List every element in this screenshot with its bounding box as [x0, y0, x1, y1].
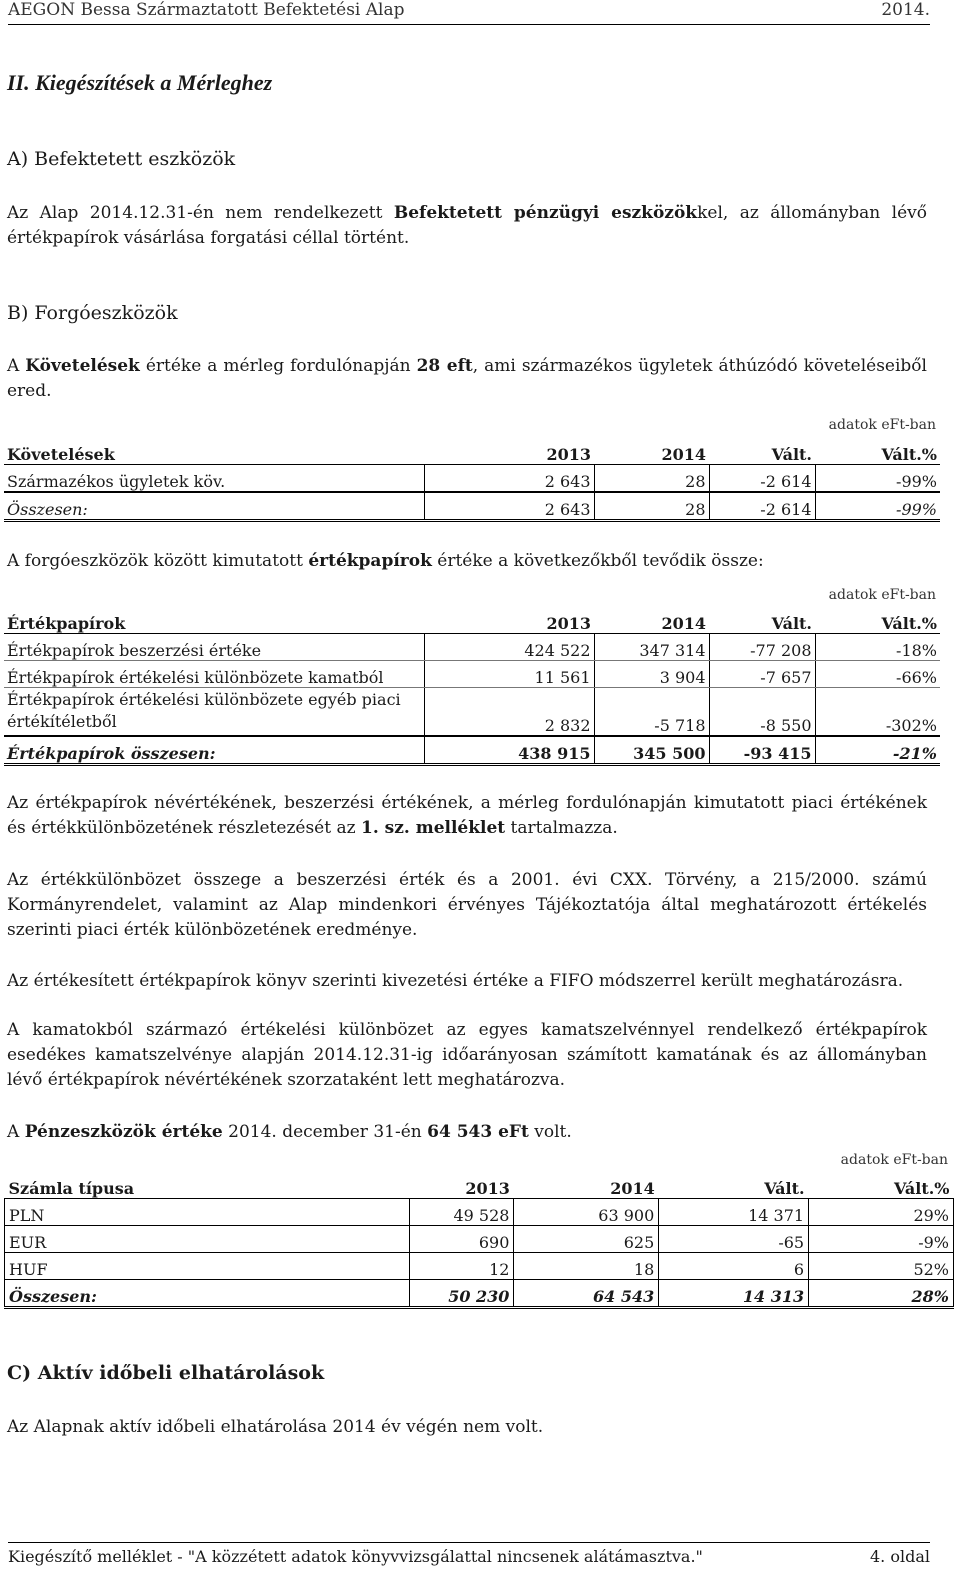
column-header: 2014 — [594, 607, 709, 634]
table-cell: 3 904 — [594, 661, 709, 688]
unit-label-securities: adatok eFt-ban — [828, 587, 936, 603]
heading-c: C) Aktív időbeli elhatárolások — [7, 1362, 325, 1384]
column-header: Értékpapírok — [4, 607, 424, 634]
paragraph-a: Az Alap 2014.12.31-én nem rendelkezett Befektetett pénzügyi eszközökkel, az állományban lévő értékpapírok vásárlása forgatási céllal történt. — [7, 203, 927, 248]
table-cell: 2 643 — [424, 492, 594, 521]
table-cell: HUF — [5, 1253, 410, 1280]
table-cell: 50 230 — [409, 1280, 514, 1308]
column-header: Vált. — [659, 1172, 809, 1199]
table-cell: 29% — [809, 1199, 954, 1226]
table-cell: -93 415 — [709, 736, 815, 765]
heading-b: B) Forgóeszközök — [7, 302, 178, 324]
table-cell: 438 915 — [424, 736, 594, 765]
unit-label-cash: adatok eFt-ban — [840, 1152, 948, 1168]
table-row — [4, 688, 940, 736]
securities-intro: A forgóeszközök között kimutatott értékpapírok értéke a következőkből tevődik össze: — [7, 551, 764, 571]
table-cell: 625 — [514, 1226, 659, 1253]
table-total-row — [5, 1280, 954, 1308]
table-cell: -5 718 — [594, 688, 709, 736]
table-row — [5, 1199, 954, 1226]
table-cell: 424 522 — [424, 634, 594, 661]
table-cell: Származékos ügyletek köv. — [4, 465, 424, 493]
column-header: 2013 — [424, 438, 594, 465]
table-cell: 63 900 — [514, 1199, 659, 1226]
table-row — [5, 1253, 954, 1280]
paragraph-c: Az Alapnak aktív időbeli elhatárolása 2014 év végén nem volt. — [7, 1417, 544, 1437]
table-row — [4, 634, 940, 661]
table-cell: 11 561 — [424, 661, 594, 688]
table-header-row — [5, 1172, 954, 1199]
table-cell: -18% — [815, 634, 940, 661]
table-cell: Összesen: — [4, 492, 424, 521]
table-cell: 12 — [409, 1253, 514, 1280]
table-row — [4, 465, 940, 493]
column-header: Vált.% — [815, 438, 940, 465]
header-year: 2014. — [881, 0, 930, 20]
table-cell: 49 528 — [409, 1199, 514, 1226]
table-cell: 14 371 — [659, 1199, 809, 1226]
page-header — [8, 0, 930, 25]
table-cell: 52% — [809, 1253, 954, 1280]
receivables-table — [4, 438, 940, 522]
footer-note: Kiegészítő melléklet - "A közzétett adatok könyvvizsgálattal nincsenek alátámasztva." — [8, 1547, 703, 1566]
table-cell: 64 543 — [514, 1280, 659, 1308]
table-total-row — [4, 736, 940, 765]
page-footer — [8, 1542, 930, 1566]
table-cell: Összesen: — [5, 1280, 410, 1308]
table-cell: -65 — [659, 1226, 809, 1253]
paragraph-difference: Az értékkülönbözet összege a beszerzési érték és a 2001. évi CXX. Törvény, a 215/2000. számú Kormányrendelet, valamint az Alap mindenkori érvényes Tájékoztatója által meghatározott értékelés szerinti piaci érték különbözetének eredménye. — [7, 870, 927, 940]
table-cell: Értékpapírok összesen: — [4, 736, 424, 765]
table-cell: 2 832 — [424, 688, 594, 736]
table-header-row — [4, 607, 940, 634]
column-header: 2014 — [594, 438, 709, 465]
paragraph-interest: A kamatokból származó értékelési különbözet az egyes kamatszelvénnyel rendelkező értékpapírok esedékes kamatszelvénye alapján 2014.12.31-ig időarányosan számított kamatának és az állományban lévő értékpapírok névértékének szorzataként lett meghatározva. — [7, 1020, 927, 1090]
column-header: 2013 — [409, 1172, 514, 1199]
securities-table — [4, 607, 940, 766]
table-row — [5, 1226, 954, 1253]
table-cell: 14 313 — [659, 1280, 809, 1308]
table-cell: -302% — [815, 688, 940, 736]
paragraph-fifo: Az értékesített értékpapírok könyv szerinti kivezetési értéke a FIFO módszerrel került meghatározásra. — [7, 971, 904, 991]
table-cell: -8 550 — [709, 688, 815, 736]
table-cell: 347 314 — [594, 634, 709, 661]
table-cell: -99% — [815, 465, 940, 493]
table-cell: 345 500 — [594, 736, 709, 765]
column-header: Vált. — [709, 607, 815, 634]
table-cell: 6 — [659, 1253, 809, 1280]
table-total-row — [4, 492, 940, 521]
table-cell: -2 614 — [709, 465, 815, 493]
table-cell: 690 — [409, 1226, 514, 1253]
paragraph-b: A Követelések értéke a mérleg fordulónapján 28 eft, ami származékos ügyletek áthúzódó követeléseiből ered. — [7, 356, 927, 401]
table-cell: Értékpapírok beszerzési értéke — [4, 634, 424, 661]
table-cell: 18 — [514, 1253, 659, 1280]
column-header: 2013 — [424, 607, 594, 634]
section-title: II. Kiegészítések a Mérleghez — [7, 70, 273, 95]
table-cell: 28% — [809, 1280, 954, 1308]
header-title: AEGON Bessa Származtatott Befektetési Alap — [8, 0, 405, 20]
table-cell: -9% — [809, 1226, 954, 1253]
table-cell: EUR — [5, 1226, 410, 1253]
table-cell: Értékpapírok értékelési különbözete egyéb piaci értékítéletből — [4, 688, 424, 736]
table-cell: -99% — [815, 492, 940, 521]
column-header: Követelések — [4, 438, 424, 465]
page-number: 4. oldal — [870, 1547, 930, 1566]
table-cell: 2 643 — [424, 465, 594, 493]
column-header: Vált.% — [815, 607, 940, 634]
heading-a: A) Befektetett eszközök — [7, 148, 236, 170]
cash-table — [4, 1172, 954, 1309]
column-header: 2014 — [514, 1172, 659, 1199]
table-cell: -77 208 — [709, 634, 815, 661]
table-cell: -2 614 — [709, 492, 815, 521]
table-row — [4, 661, 940, 688]
table-cell: -66% — [815, 661, 940, 688]
column-header: Vált.% — [809, 1172, 954, 1199]
unit-label-receivables: adatok eFt-ban — [828, 417, 936, 433]
table-header-row — [4, 438, 940, 465]
table-cell: 28 — [594, 465, 709, 493]
column-header: Számla típusa — [5, 1172, 410, 1199]
table-cell: Értékpapírok értékelési különbözete kamatból — [4, 661, 424, 688]
paragraph-cash: A Pénzeszközök értéke 2014. december 31-én 64 543 eFt volt. — [7, 1122, 572, 1142]
table-cell: PLN — [5, 1199, 410, 1226]
column-header: Vált. — [709, 438, 815, 465]
paragraph-details: Az értékpapírok névértékének, beszerzési értékének, a mérleg fordulónapján kimutatott piaci értékének és értékkülönbözetének részletezését az 1. sz. melléklet tartalmazza. — [7, 793, 927, 838]
table-cell: 28 — [594, 492, 709, 521]
table-cell: -7 657 — [709, 661, 815, 688]
table-cell: -21% — [815, 736, 940, 765]
